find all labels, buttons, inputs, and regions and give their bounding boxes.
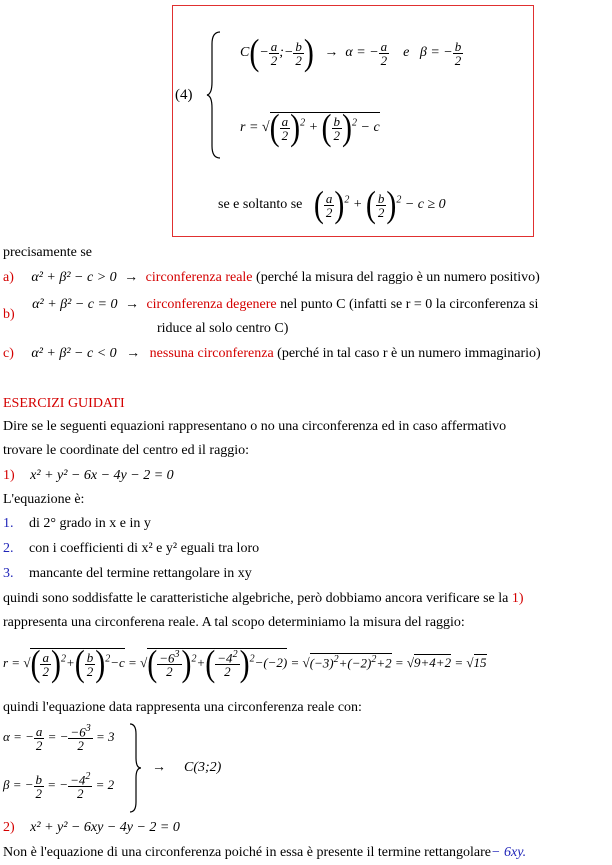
case-b-note-cont: riduce al solo centro C): [157, 321, 289, 336]
box-condition-prefix: se e soltanto se: [218, 197, 303, 213]
property-text: di 2° grado in x e in y: [29, 516, 151, 531]
case-note: (perché in tal caso r è un numero immaginario): [277, 346, 541, 361]
property-number: 3.: [3, 566, 14, 581]
property-number: 1.: [3, 516, 14, 531]
result-brace: [128, 722, 142, 814]
equation-ref: 1): [511, 591, 524, 606]
case-letter: c): [3, 346, 14, 361]
task-line-1: Dire se le seguenti equazioni rappresentano o no una circonferenza ed in caso affermativo: [3, 419, 507, 434]
property-text: con i coefficienti di x² e y² eguali tra loro: [29, 541, 260, 556]
box-radius-line: r = √( $\frac{a}{2}$ )$^2$ + ( $\frac{b}{2}$ )$^2$ − c: [240, 106, 380, 148]
beta-line: β = − $\frac{b}{2}$ = − $\frac{-4^2}{2}$ = 2: [3, 771, 115, 802]
case-b: [3, 297, 539, 322]
exercise-number: 1): [3, 468, 15, 483]
case-arrow: →: [126, 346, 141, 361]
system-brace: [206, 30, 222, 160]
equation-is: L'equazione è:: [3, 492, 85, 507]
property-text: mancante del termine rettangolare in xy: [29, 566, 252, 581]
rectangular-term: − 6xy.: [491, 845, 527, 860]
case-c: [3, 346, 541, 362]
case-a: [3, 270, 540, 286]
radius-calculation: r = √( $\frac{a}{2}$ )$^2$+( $\frac{b}{2}$ )$^2$−c = √( $\frac{-6^3}{2}$ )$^2$+( $\frac{-4^2}{2}$ )$^2-(-2) = √(-3)^2+(-2)^2+2 = √9+4+2 = √15$: [3, 642, 487, 684]
exercise-number: 2): [3, 820, 15, 835]
center-arrow: →: [152, 760, 166, 775]
center-result: C(3;2): [184, 760, 222, 775]
case-letter: b): [3, 307, 15, 322]
case-result: circonferenza reale: [145, 270, 253, 285]
box-center-line: C(− $\frac{a}{2}$ ;− $\frac{b}{2}$ ) → α = − $\frac{a}{2}$ e β = − $\frac{b}{2}$: [240, 31, 462, 73]
case-arrow: →: [124, 270, 139, 285]
case-expr: α² + β² − c < 0: [31, 346, 117, 361]
alpha-line: α = − $\frac{a}{2}$ = − $\frac{-6^3}{2}$ = 3: [3, 723, 115, 754]
thus-line-1: quindi sono soddisfatte le caratteristiche algebriche, però dobbiamo ancora verificare se la 1): [3, 591, 524, 606]
case-arrow: →: [124, 297, 139, 312]
formula-label: (4): [175, 87, 193, 103]
exercise-equation: x² + y² − 6x − 4y − 2 = 0: [30, 468, 174, 483]
intro-text: precisamente se: [3, 245, 93, 260]
box-condition: se e soltanto se ( $\frac{a}{2}$ )$^2$ + ( $\frac{b}{2}$ )$^2$ − c ≥ 0: [218, 183, 446, 225]
case-expr: α² + β² − c = 0: [32, 297, 118, 312]
case-expr: α² + β² − c > 0: [31, 270, 117, 285]
task-line-2: trovare le coordinate del centro ed il raggio:: [3, 443, 250, 458]
case-note: (perché la misura del raggio è un numero positivo): [256, 270, 540, 285]
case-result: circonferenza degenere: [146, 297, 277, 312]
conclusion-text: quindi l'equazione data rappresenta una circonferenza reale con:: [3, 700, 362, 715]
property-3: [3, 566, 252, 582]
thus-line-2: rappresenta una circonferena reale. A tal scopo determiniamo la misura del raggio:: [3, 615, 465, 630]
property-number: 2.: [3, 541, 14, 556]
case-letter: a): [3, 270, 14, 285]
property-2: [3, 541, 259, 557]
case-result: nessuna circonferenza: [149, 346, 274, 361]
section-title: ESERCIZI GUIDATI: [3, 396, 125, 411]
exercise-1: [3, 468, 174, 484]
final-text: Non è l'equazione di una circonferenza poiché in essa è presente il termine rettangolare− 6xy.: [3, 845, 527, 860]
property-1: [3, 516, 151, 532]
exercise-2: [3, 820, 180, 836]
case-note: nel punto C (infatti se r = 0 la circonferenza si: [280, 297, 539, 312]
exercise-equation: x² + y² − 6xy − 4y − 2 = 0: [30, 820, 180, 835]
